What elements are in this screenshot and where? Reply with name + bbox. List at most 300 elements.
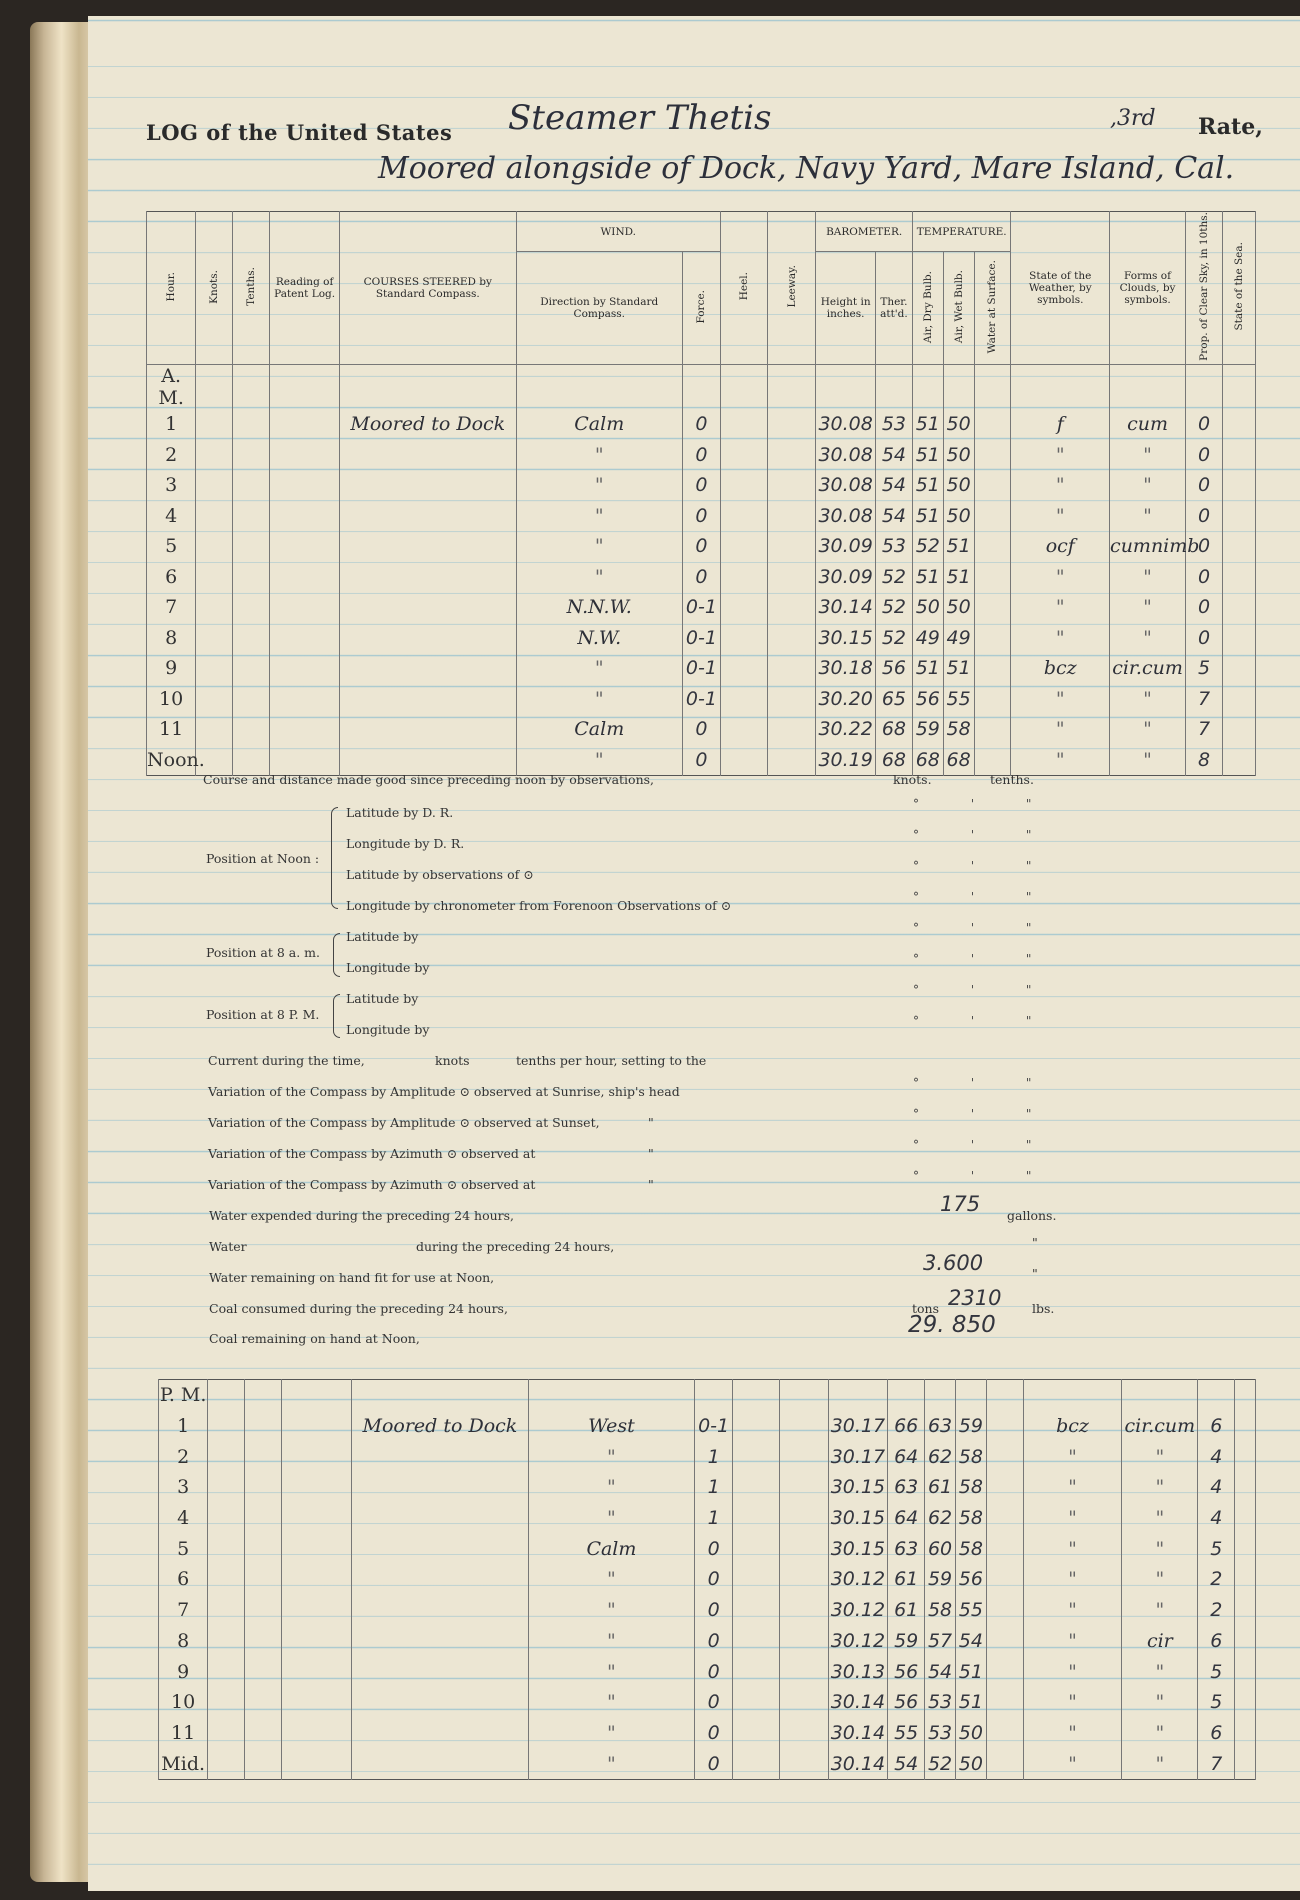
course-cell	[352, 1626, 529, 1657]
weather-cell: "	[1023, 1595, 1122, 1626]
air-wet-cell: 50	[943, 409, 974, 440]
weather-cell: bcz	[1023, 1411, 1122, 1442]
tenths-cell	[233, 439, 270, 470]
baro-ther-cell: 66	[888, 1411, 925, 1442]
col-clear-sky: Prop. of Clear Sky, in 10ths.	[1186, 212, 1223, 365]
air-dry-cell: 51	[912, 470, 943, 501]
water-surface-cell	[986, 1472, 1023, 1503]
wind-force-cell: 0	[695, 1718, 733, 1749]
heel-cell	[720, 500, 767, 531]
water-surface-cell	[974, 531, 1011, 562]
baro-height-cell: 30.15	[816, 622, 876, 653]
leeway-cell	[768, 500, 816, 531]
water-surface-cell	[986, 1441, 1023, 1472]
table-row	[147, 439, 1256, 470]
weather-cell: ocf	[1011, 531, 1110, 562]
wind-force-cell: 0	[695, 1687, 733, 1718]
8am-brace	[333, 933, 340, 977]
weather-cell: "	[1023, 1533, 1122, 1564]
tenths-cell	[245, 1503, 282, 1534]
clouds-cell: cir	[1122, 1626, 1198, 1657]
sea-cell	[1235, 1564, 1256, 1595]
clear-sky-cell: 5	[1198, 1687, 1235, 1718]
hour-cell: 4	[159, 1503, 208, 1534]
wind-direction-cell: Calm	[528, 1533, 694, 1564]
col-leeway: Leeway.	[768, 212, 816, 365]
weather-cell: "	[1011, 744, 1110, 775]
hour-cell: 7	[147, 592, 196, 623]
wind-force-cell: 0	[682, 531, 720, 562]
knots-cell	[208, 1533, 245, 1564]
sea-cell	[1235, 1748, 1256, 1779]
hour-cell: 11	[147, 714, 196, 745]
wind-force-cell: 0	[682, 500, 720, 531]
heel-cell	[720, 439, 767, 470]
tenths-cell	[245, 1472, 282, 1503]
course-cell	[352, 1564, 529, 1595]
empty-cell	[282, 1380, 352, 1411]
leeway-cell	[780, 1748, 828, 1779]
sea-cell	[1235, 1687, 1256, 1718]
8pm-brace	[333, 994, 340, 1038]
col-water-surface: Water at Surface.	[974, 252, 1011, 364]
empty-cell	[1198, 1380, 1235, 1411]
heel-cell	[733, 1718, 780, 1749]
wind-direction-cell: "	[528, 1748, 694, 1779]
air-dry-cell: 53	[925, 1718, 956, 1749]
course-distance-label: Course and distance made good since preceding noon by observations,	[203, 772, 655, 787]
heel-cell	[720, 714, 767, 745]
empty-cell	[233, 364, 270, 409]
heel-cell	[733, 1748, 780, 1779]
empty-cell	[955, 1380, 986, 1411]
sea-cell	[1222, 683, 1255, 714]
sea-cell	[1222, 470, 1255, 501]
patent-log-cell	[282, 1656, 352, 1687]
knots-cell	[196, 653, 233, 684]
sea-cell	[1235, 1626, 1256, 1657]
sea-cell	[1235, 1718, 1256, 1749]
clear-sky-cell: 0	[1186, 500, 1223, 531]
weather-cell: "	[1011, 714, 1110, 745]
leeway-cell	[780, 1411, 828, 1442]
wind-force-cell: 0-1	[682, 622, 720, 653]
heel-cell	[720, 531, 767, 562]
empty-cell	[208, 1380, 245, 1411]
water-surface-cell	[974, 500, 1011, 531]
empty-cell	[943, 364, 974, 409]
baro-height-cell: 30.08	[816, 439, 876, 470]
table-row	[159, 1441, 1256, 1472]
wind-force-cell: 0	[682, 714, 720, 745]
patent-log-cell	[282, 1687, 352, 1718]
am-rows	[147, 364, 1256, 775]
air-dry-cell: 58	[925, 1595, 956, 1626]
long-8pm-label: Longitude by	[346, 1022, 430, 1037]
heel-cell	[733, 1687, 780, 1718]
course-cell	[352, 1687, 529, 1718]
baro-height-cell: 30.22	[816, 714, 876, 745]
leeway-cell	[768, 714, 816, 745]
deg-marks: ° ' "	[913, 921, 1056, 935]
period-label: A. M.	[147, 364, 196, 409]
clouds-cell: cir.cum	[1110, 653, 1186, 684]
empty-cell	[888, 1380, 925, 1411]
empty-cell	[1023, 1380, 1122, 1411]
heel-cell	[733, 1472, 780, 1503]
empty-cell	[974, 364, 1011, 409]
hour-cell: 4	[147, 500, 196, 531]
table-row	[147, 409, 1256, 440]
leeway-cell	[768, 439, 816, 470]
sea-cell	[1222, 409, 1255, 440]
air-dry-cell: 52	[925, 1748, 956, 1779]
lat-dr-label: Latitude by D. R.	[346, 805, 454, 820]
long-8am-label: Longitude by	[346, 960, 430, 975]
patent-log-cell	[282, 1472, 352, 1503]
sea-cell	[1222, 653, 1255, 684]
leeway-cell	[768, 592, 816, 623]
clouds-cell: "	[1122, 1595, 1198, 1626]
tenths-cell	[245, 1441, 282, 1472]
current-knots-label: knots	[435, 1053, 470, 1068]
lat-obs-label: Latitude by observations of ⊙	[346, 867, 534, 882]
tenths-cell	[233, 714, 270, 745]
hour-cell: 9	[147, 653, 196, 684]
tenths-cell	[245, 1533, 282, 1564]
ditto-az1: "	[648, 1146, 654, 1161]
var-az1-label: Variation of the Compass by Azimuth ⊙ observed at	[208, 1146, 536, 1161]
deg-marks: ° ' "	[913, 1107, 1056, 1121]
empty-cell	[516, 364, 682, 409]
wind-force-cell: 0	[682, 744, 720, 775]
baro-height-cell: 30.20	[816, 683, 876, 714]
tenths-cell	[245, 1718, 282, 1749]
pm-rows	[159, 1380, 1256, 1780]
sea-cell	[1235, 1411, 1256, 1442]
baro-height-cell: 30.09	[816, 531, 876, 562]
hour-cell: 5	[159, 1533, 208, 1564]
baro-ther-cell: 55	[888, 1718, 925, 1749]
patent-log-cell	[270, 592, 340, 623]
wind-force-cell: 0-1	[682, 592, 720, 623]
col-air-dry: Air, Dry Bulb.	[912, 252, 943, 364]
water-surface-cell	[974, 622, 1011, 653]
knots-cell	[196, 439, 233, 470]
clear-sky-cell: 0	[1186, 409, 1223, 440]
table-row	[159, 1687, 1256, 1718]
air-wet-cell: 51	[955, 1687, 986, 1718]
wind-direction-cell: "	[528, 1687, 694, 1718]
water-surface-cell	[986, 1564, 1023, 1595]
sea-cell	[1222, 714, 1255, 745]
period-label-row	[159, 1380, 1256, 1411]
col-barometer: BAROMETER.	[816, 212, 913, 252]
empty-cell	[245, 1380, 282, 1411]
wind-force-cell: 0-1	[682, 683, 720, 714]
table-row	[159, 1626, 1256, 1657]
clouds-cell: "	[1110, 622, 1186, 653]
var-az2-label: Variation of the Compass by Azimuth ⊙ observed at	[208, 1177, 536, 1192]
patent-log-cell	[270, 744, 340, 775]
baro-height-cell: 30.14	[828, 1748, 888, 1779]
knots-cell	[196, 531, 233, 562]
coal-remaining-value: 29. 850	[908, 1312, 996, 1338]
air-dry-cell: 51	[912, 653, 943, 684]
knots-cell	[208, 1626, 245, 1657]
knots-cell	[196, 409, 233, 440]
baro-ther-cell: 54	[888, 1748, 925, 1779]
heel-cell	[720, 561, 767, 592]
course-cell	[352, 1748, 529, 1779]
hour-cell: 1	[159, 1411, 208, 1442]
period-label: P. M.	[159, 1380, 208, 1411]
empty-cell	[1235, 1380, 1256, 1411]
course-cell	[352, 1503, 529, 1534]
hour-cell: 6	[147, 561, 196, 592]
coal-remaining-label: Coal remaining on hand at Noon,	[209, 1331, 420, 1346]
leeway-cell	[768, 622, 816, 653]
air-wet-cell: 58	[955, 1472, 986, 1503]
deg-marks: ° ' "	[913, 828, 1056, 842]
baro-ther-cell: 54	[875, 439, 912, 470]
air-dry-cell: 59	[912, 714, 943, 745]
water-surface-cell	[986, 1411, 1023, 1442]
water-surface-cell	[986, 1718, 1023, 1749]
baro-ther-cell: 61	[888, 1595, 925, 1626]
patent-log-cell	[282, 1503, 352, 1534]
wind-direction-cell: Calm	[516, 409, 682, 440]
weather-cell: "	[1011, 439, 1110, 470]
leeway-cell	[768, 561, 816, 592]
ditto-water-remaining: "	[1032, 1266, 1038, 1281]
course-cell	[352, 1441, 529, 1472]
baro-ther-cell: 56	[875, 653, 912, 684]
pm-log-table	[158, 1379, 1256, 1780]
course-cell	[352, 1533, 529, 1564]
ditto-water: "	[1032, 1235, 1038, 1250]
air-wet-cell: 50	[943, 470, 974, 501]
air-wet-cell: 58	[955, 1441, 986, 1472]
water-surface-cell	[974, 714, 1011, 745]
table-row	[159, 1472, 1256, 1503]
patent-log-cell	[282, 1411, 352, 1442]
knots-cell	[208, 1687, 245, 1718]
baro-height-cell: 30.17	[828, 1411, 888, 1442]
water-surface-cell	[974, 683, 1011, 714]
period-label-row	[147, 364, 1256, 409]
wind-direction-cell: "	[516, 683, 682, 714]
baro-ther-cell: 65	[875, 683, 912, 714]
ditto-sunset: "	[648, 1115, 654, 1130]
air-dry-cell: 62	[925, 1503, 956, 1534]
wind-force-cell: 0-1	[695, 1411, 733, 1442]
position-noon-label: Position at Noon :	[206, 851, 320, 866]
baro-height-cell: 30.14	[828, 1687, 888, 1718]
clouds-cell: "	[1122, 1472, 1198, 1503]
empty-cell	[828, 1380, 888, 1411]
coal-consumed-value: 2310	[948, 1286, 1002, 1310]
water-label: Water	[209, 1239, 247, 1254]
tenths-cell	[245, 1411, 282, 1442]
course-cell	[352, 1595, 529, 1626]
long-chron-label: Longitude by chronometer from Forenoon Observations of ⊙	[346, 898, 732, 913]
deg-marks: ° ' "	[913, 1076, 1056, 1090]
wind-force-cell: 0	[695, 1595, 733, 1626]
heel-cell	[720, 470, 767, 501]
hour-cell: 1	[147, 409, 196, 440]
col-baro-ther: Ther. att'd.	[875, 252, 912, 364]
knots-cell	[208, 1656, 245, 1687]
knots-cell	[196, 683, 233, 714]
wind-force-cell: 1	[695, 1472, 733, 1503]
wind-direction-cell: "	[516, 470, 682, 501]
water-surface-cell	[986, 1656, 1023, 1687]
clouds-cell: "	[1110, 683, 1186, 714]
table-row	[159, 1533, 1256, 1564]
baro-height-cell: 30.15	[828, 1503, 888, 1534]
patent-log-cell	[270, 470, 340, 501]
wind-direction-cell: "	[528, 1441, 694, 1472]
patent-log-cell	[282, 1595, 352, 1626]
heel-cell	[733, 1656, 780, 1687]
table-row	[159, 1411, 1256, 1442]
course-cell	[352, 1718, 529, 1749]
rate-label: Rate,	[1198, 114, 1263, 140]
empty-cell	[1110, 364, 1186, 409]
patent-log-cell	[282, 1441, 352, 1472]
water-surface-cell	[974, 561, 1011, 592]
clouds-cell: "	[1122, 1503, 1198, 1534]
clear-sky-cell: 0	[1186, 531, 1223, 562]
baro-ther-cell: 59	[888, 1626, 925, 1657]
table-row	[147, 744, 1256, 775]
baro-height-cell: 30.19	[816, 744, 876, 775]
course-cell	[340, 622, 517, 653]
knots-cell	[208, 1472, 245, 1503]
air-wet-cell: 58	[955, 1533, 986, 1564]
col-tenths: Tenths.	[233, 212, 270, 365]
course-cell	[340, 531, 517, 562]
empty-cell	[1011, 364, 1110, 409]
deg-marks: ° ' "	[913, 983, 1056, 997]
air-wet-cell: 51	[943, 561, 974, 592]
air-dry-cell: 56	[912, 683, 943, 714]
leeway-cell	[780, 1595, 828, 1626]
wind-force-cell: 0	[695, 1626, 733, 1657]
wind-force-cell: 0	[682, 470, 720, 501]
rate-value: ,3rd	[1110, 106, 1156, 131]
clear-sky-cell: 2	[1198, 1564, 1235, 1595]
coal-consumed-label: Coal consumed during the preceding 24 hours,	[209, 1301, 508, 1316]
knots-cell	[196, 622, 233, 653]
tenths-cell	[233, 683, 270, 714]
course-cell	[340, 470, 517, 501]
leeway-cell	[768, 653, 816, 684]
baro-ther-cell: 63	[888, 1533, 925, 1564]
wind-direction-cell: "	[516, 531, 682, 562]
wind-force-cell: 1	[695, 1441, 733, 1472]
table-row	[159, 1718, 1256, 1749]
var-sunset-label: Variation of the Compass by Amplitude ⊙ observed at Sunset,	[208, 1115, 600, 1130]
tenths-cell	[245, 1748, 282, 1779]
water-surface-cell	[986, 1687, 1023, 1718]
knots-cell	[196, 714, 233, 745]
knots-cell	[208, 1748, 245, 1779]
wind-force-cell: 0	[682, 409, 720, 440]
air-wet-cell: 55	[943, 683, 974, 714]
col-wind-direction: Direction by Standard Compass.	[516, 252, 682, 364]
baro-height-cell: 30.08	[816, 470, 876, 501]
heel-cell	[720, 622, 767, 653]
baro-height-cell: 30.09	[816, 561, 876, 592]
empty-cell	[528, 1380, 694, 1411]
hour-cell: 2	[147, 439, 196, 470]
empty-cell	[1222, 364, 1255, 409]
wind-direction-cell: N.W.	[516, 622, 682, 653]
hour-cell: 9	[159, 1656, 208, 1687]
knots-label: knots.	[893, 772, 932, 787]
hour-cell: 2	[159, 1441, 208, 1472]
patent-log-cell	[270, 653, 340, 684]
tons-label: tons	[912, 1301, 940, 1316]
var-sunrise-label: Variation of the Compass by Amplitude ⊙ observed at Sunrise, ship's head	[208, 1084, 680, 1099]
baro-height-cell: 30.12	[828, 1564, 888, 1595]
wind-force-cell: 0	[695, 1656, 733, 1687]
air-wet-cell: 49	[943, 622, 974, 653]
noon-brace	[331, 807, 338, 909]
tenths-cell	[233, 653, 270, 684]
clouds-cell: cum	[1110, 409, 1186, 440]
air-dry-cell: 51	[912, 439, 943, 470]
air-wet-cell: 50	[955, 1748, 986, 1779]
tenths-cell	[233, 561, 270, 592]
col-baro-height: Height in inches.	[816, 252, 876, 364]
log-title: LOG of the United States	[146, 120, 453, 145]
empty-cell	[682, 364, 720, 409]
air-wet-cell: 50	[943, 439, 974, 470]
leeway-cell	[780, 1687, 828, 1718]
wind-direction-cell: "	[528, 1718, 694, 1749]
water-expended-value: 175	[940, 1192, 981, 1216]
col-wind: WIND.	[516, 212, 720, 252]
patent-log-cell	[282, 1626, 352, 1657]
sea-cell	[1235, 1533, 1256, 1564]
water-surface-cell	[974, 653, 1011, 684]
baro-ther-cell: 64	[888, 1441, 925, 1472]
table-row	[159, 1595, 1256, 1626]
wind-force-cell: 0	[682, 561, 720, 592]
patent-log-cell	[270, 500, 340, 531]
baro-ther-cell: 68	[875, 744, 912, 775]
deg-marks: ° ' "	[913, 1014, 1056, 1028]
tenths-cell	[233, 592, 270, 623]
vessel-name: Steamer Thetis	[508, 98, 772, 138]
col-hour: Hour.	[147, 212, 196, 365]
heel-cell	[733, 1411, 780, 1442]
sea-cell	[1222, 744, 1255, 775]
air-dry-cell: 68	[912, 744, 943, 775]
current-label: Current during the time,	[208, 1053, 365, 1068]
knots-cell	[208, 1595, 245, 1626]
weather-cell: "	[1023, 1748, 1122, 1779]
air-wet-cell: 59	[955, 1411, 986, 1442]
water-surface-cell	[974, 409, 1011, 440]
clear-sky-cell: 4	[1198, 1441, 1235, 1472]
tenths-label: tenths.	[990, 772, 1034, 787]
leeway-cell	[768, 744, 816, 775]
water-surface-cell	[974, 439, 1011, 470]
